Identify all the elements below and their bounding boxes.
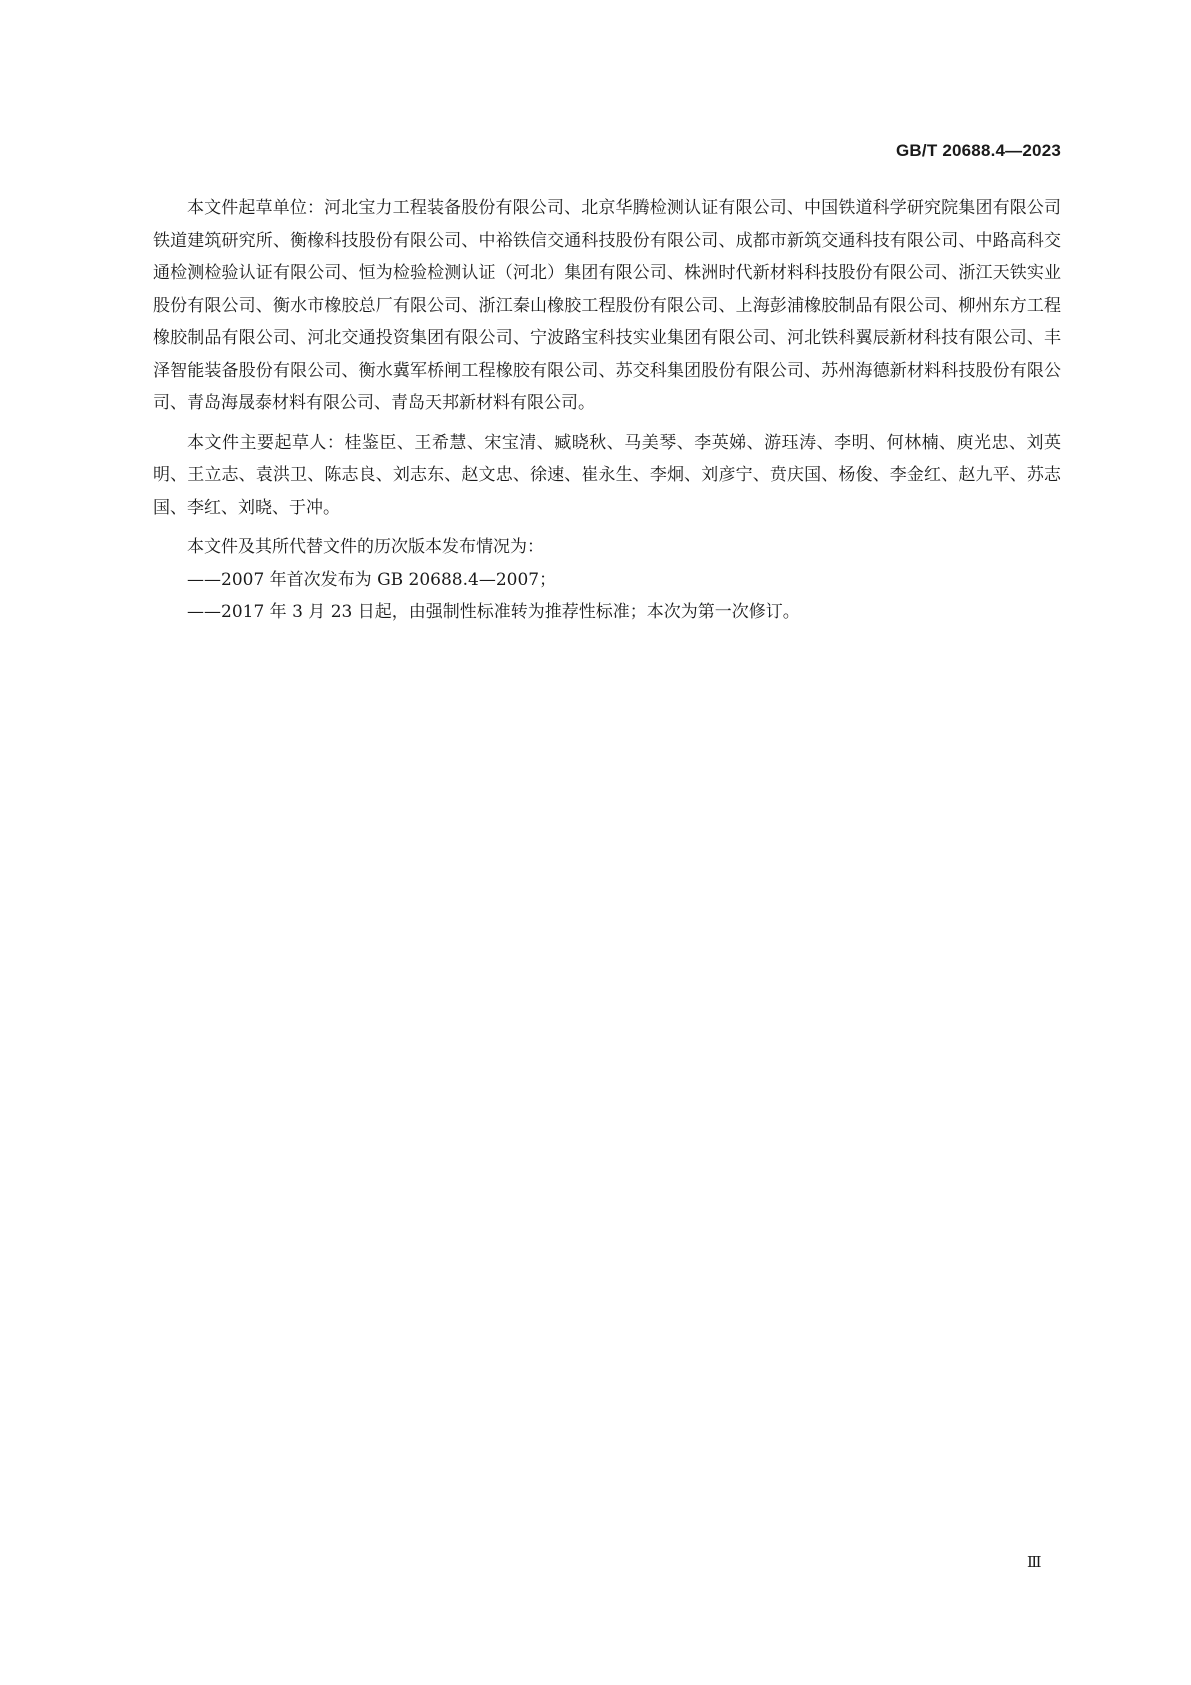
- drafting-units-paragraph: 本文件起草单位：河北宝力工程装备股份有限公司、北京华腾检测认证有限公司、中国铁道科学研究院集团有限公司铁道建筑研究所、衡橡科技股份有限公司、中裕铁信交通科技股份有限公司、成都市新筑交通科技有限公司、中路高科交通检测检验认证有限公司、恒为检验检测认证（河北）集团有限公司、株洲时代新材料科技股份有限公司、浙江天铁实业股份有限公司、衡水市橡胶总厂有限公司、浙江秦山橡胶工程股份有限公司、上海彭浦橡胶制品有限公司、柳州东方工程橡胶制品有限公司、河北交通投资集团有限公司、宁波路宝科技实业集团有限公司、河北铁科翼辰新材科技有限公司、丰泽智能装备股份有限公司、衡水冀军桥闸工程橡胶有限公司、苏交科集团股份有限公司、苏州海德新材料科技股份有限公司、青岛海晟泰材料有限公司、青岛天邦新材料有限公司。: [153, 198, 1061, 413]
- standard-code-header: GB/T 20688.4—2023: [896, 141, 1061, 160]
- history-list-item: ——2007 年首次发布为 GB 20688.4—2007；: [187, 569, 557, 590]
- foreword-content: [153, 192, 1061, 629]
- main-drafters-paragraph: 本文件主要起草人：桂鉴臣、王希慧、宋宝清、臧晓秋、马美琴、李英娣、游珏涛、李明、何林楠、庾光忠、刘英明、王立志、袁洪卫、陈志良、刘志东、赵文忠、徐速、崔永生、李炯、刘彦宁、贲庆国、杨俊、李金红、赵九平、苏志国、李红、刘晓、于冲。: [153, 432, 1061, 518]
- history-list-item: ——2017 年 3 月 23 日起，由强制性标准转为推荐性标准；本次为第一次修订。: [187, 602, 800, 622]
- history-intro-paragraph: 本文件及其所代替文件的历次版本发布情况为：: [187, 537, 544, 557]
- page-number: Ⅲ: [1027, 1553, 1042, 1571]
